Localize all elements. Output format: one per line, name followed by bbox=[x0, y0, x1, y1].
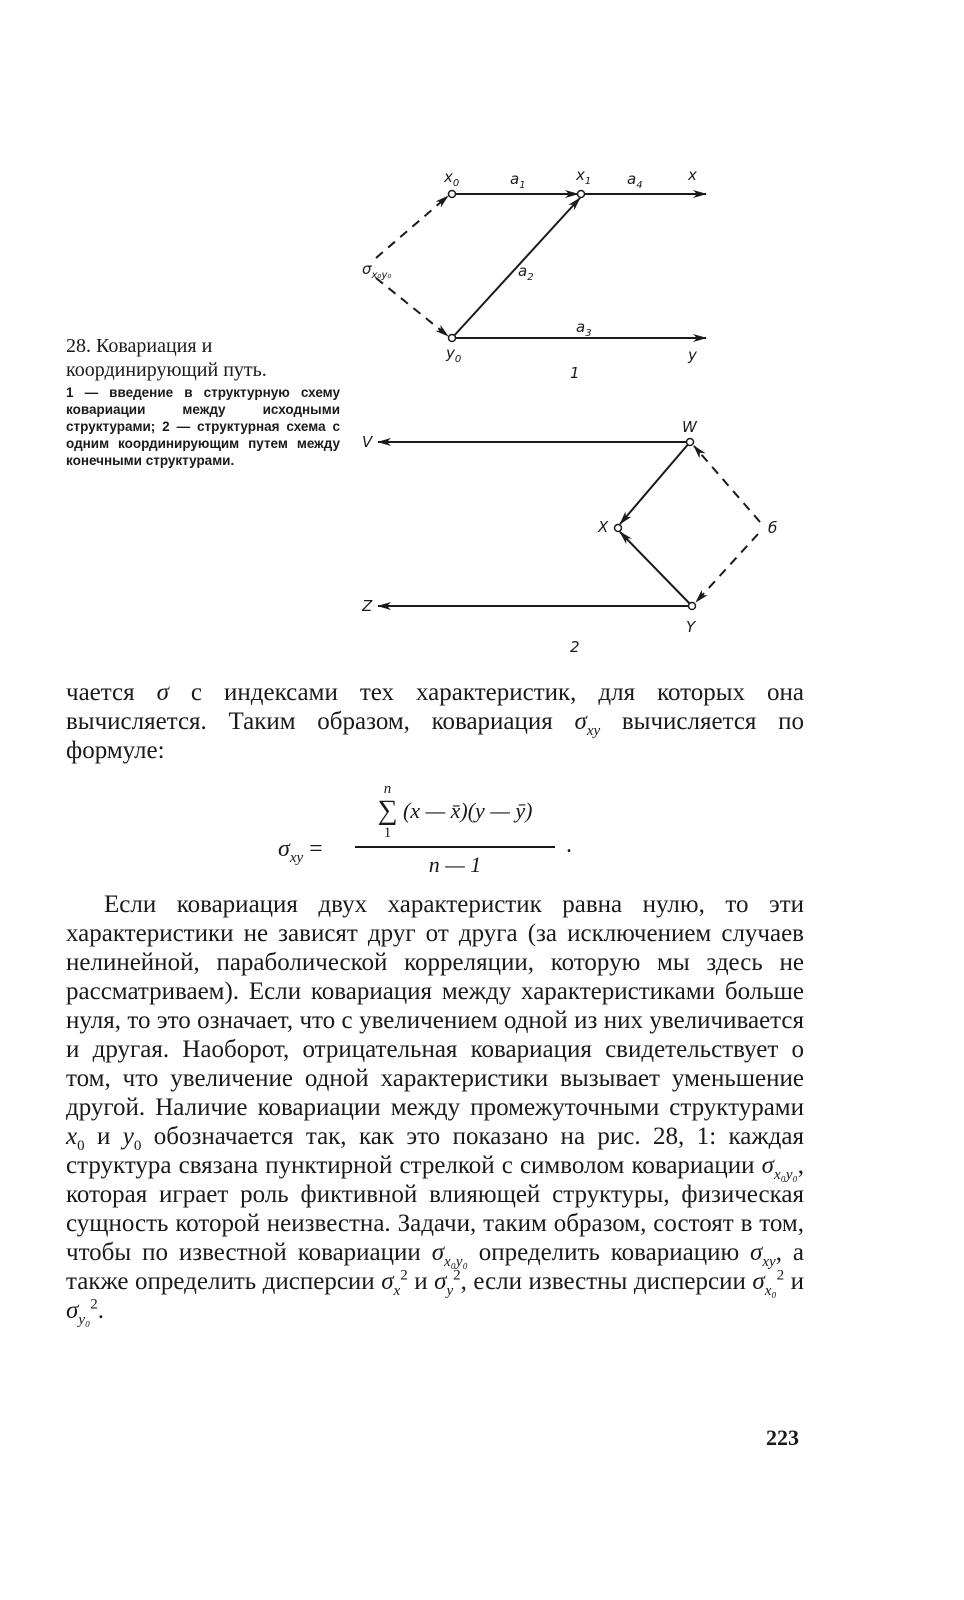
figure-caption-body: 1 — введение в структурную схему ковариации между исходными структурами; 2 — структурная схема с одним координирующим путем между конечными структурами. bbox=[66, 385, 340, 468]
formula-end: . bbox=[566, 832, 572, 858]
label-y-node: Y bbox=[686, 618, 696, 636]
figure-number-1: 1 bbox=[570, 364, 580, 382]
label-a2: $a_2$ bbox=[518, 262, 534, 283]
label-w: W bbox=[682, 418, 697, 436]
node-w bbox=[687, 439, 694, 446]
formula-denominator: n — 1 bbox=[428, 852, 482, 877]
dashed-edge-sigma-x0 bbox=[376, 196, 448, 258]
fraction-bar bbox=[355, 846, 555, 848]
label-a4: $a_4$ bbox=[627, 170, 643, 191]
label-v: V bbox=[362, 433, 373, 451]
figure-caption-title: 28. Ковариация и координирующий путь. bbox=[66, 335, 267, 381]
label-x1: $x_1$ bbox=[576, 166, 592, 187]
dashed-edge-sigma-w bbox=[694, 446, 760, 522]
formula-lhs: $\sigma_{xy}$ = bbox=[278, 836, 323, 866]
label-sigma-x0y0: $\sigma_{x_0y_0}$ bbox=[362, 260, 392, 281]
edge-y0-x1 bbox=[452, 198, 580, 338]
dashed-edge-sigma-y0 bbox=[376, 278, 448, 336]
label-x0: $x_0$ bbox=[444, 168, 460, 189]
edge-w-x bbox=[620, 442, 690, 524]
formula-numerator: n ∑ 1 (x — x̄)(y — ȳ) bbox=[377, 781, 533, 841]
label-z: Z bbox=[362, 597, 373, 615]
label-a1: $a_1$ bbox=[510, 170, 526, 191]
paragraph-main: Если ковариация двух характеристик равна нулю, то эти характеристики не зависят друг от друга (за исключением случаев нелинейной, параболической корреляции, которую мы здесь не рассматриваем). Если ковариация между характеристиками больше нуля, то это означает, что с увеличением одной из них увеличивается и другая. Наоборот, отрицательная ковариация свидетельствует о том, что увеличение одной характеристики вызывает уменьшение другой. Наличие ковариации между промежуточными структурами $x_0$ и $y_0$ обозначается так, как это показано на рис. 28, 1: каждая структура связана пунктирной стрелкой с символом ковариации $\sigma_{x_0y_0}$, которая играет роль фиктивной влияющей структуры, физическая сущность которой неизвестна. Задачи, таким образом, состоят в том, чтобы по известной ковариации $\sigma_{x_0y_0}$ определить ковариацию $\sigma_{xy}$, а также определить дисперсии $\sigma_x^2$ и $\sigma_y^2$, если известны дисперсии $\sigma_{x_0}^2$ и $\sigma_{y_0}^2$. bbox=[66, 891, 804, 1328]
node-x bbox=[615, 525, 622, 532]
page-number: 223 bbox=[766, 1425, 799, 1450]
edge-y-x bbox=[620, 532, 692, 606]
label-y: y bbox=[688, 346, 697, 364]
label-x: x bbox=[688, 166, 697, 184]
node-x1 bbox=[578, 191, 585, 198]
node-y bbox=[689, 603, 696, 610]
node-y0 bbox=[449, 335, 456, 342]
diagram-2 bbox=[361, 418, 777, 656]
label-a3: $a_3$ bbox=[576, 318, 592, 339]
figure-28 bbox=[340, 150, 800, 660]
label-x-node: X bbox=[598, 518, 609, 536]
diagram-1 bbox=[362, 166, 706, 382]
paragraph-intro: чается σ с индексами тех характеристик, для которых она вычисляется. Таким образом, ковариация $\sigma_{xy}$ вычисляется по формуле: bbox=[66, 679, 804, 764]
figure-number-2: 2 bbox=[570, 638, 580, 656]
label-sigma: б bbox=[768, 519, 778, 537]
label-y0: $y_0$ bbox=[446, 344, 462, 365]
node-x0 bbox=[449, 191, 456, 198]
dashed-edge-sigma-y bbox=[696, 534, 758, 602]
